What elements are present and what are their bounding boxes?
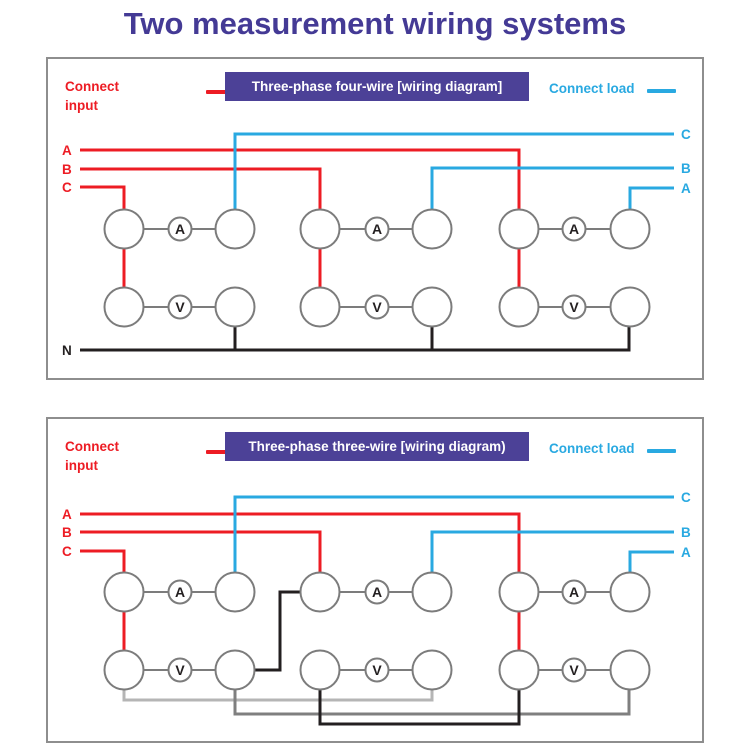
- connect-input-label: Connect input: [65, 439, 119, 473]
- panel-four-wire: [46, 57, 704, 380]
- input-wires: [80, 514, 519, 592]
- input-phase-a: A: [62, 143, 72, 158]
- panel-badge: Three-phase three-wire [wiring diagram): [225, 432, 529, 461]
- voltmeter-label: V: [372, 662, 382, 678]
- voltmeter-label: V: [372, 299, 382, 315]
- wiring-diagram-four-wire: [48, 59, 702, 378]
- load-wires: [235, 134, 674, 229]
- connect-load-label: Connect load: [549, 81, 635, 96]
- load-phase-a: A: [681, 545, 691, 560]
- load-phase-b: B: [681, 161, 691, 176]
- neutral-wire: [80, 307, 629, 350]
- ammeter-label: A: [174, 584, 186, 600]
- load-phase-c: C: [681, 127, 691, 142]
- wire-load-c: [235, 134, 674, 229]
- voltmeter-label: V: [569, 299, 579, 315]
- ammeter-label: A: [568, 221, 580, 237]
- load-phase-a: A: [681, 181, 691, 196]
- link-black-cross: [254, 592, 301, 670]
- load-phase-b: B: [681, 525, 691, 540]
- page-title: Two measurement wiring systems: [123, 6, 627, 41]
- voltmeter-label: V: [175, 662, 185, 678]
- input-wires: [80, 150, 519, 229]
- input-phase-b: B: [62, 162, 72, 177]
- load-phase-c: C: [681, 490, 691, 505]
- neutral-label: N: [62, 343, 72, 358]
- ammeter-label: A: [371, 584, 383, 600]
- connect-input-label: Connect input: [65, 79, 119, 113]
- wire-load-c: [235, 497, 674, 592]
- wire-input-a: [80, 514, 519, 592]
- input-phase-c: C: [62, 544, 72, 559]
- ammeter-label: A: [568, 584, 580, 600]
- input-phase-c: C: [62, 180, 72, 195]
- panel-badge: Three-phase four-wire [wiring diagram]: [225, 72, 529, 101]
- wiring-diagram-three-wire: [48, 419, 702, 741]
- connect-load-label: Connect load: [549, 441, 635, 456]
- wire-input-a: [80, 150, 519, 229]
- ammeter-label: A: [174, 221, 186, 237]
- phase-labels: [62, 490, 691, 560]
- input-phase-b: B: [62, 525, 72, 540]
- load-wires: [235, 497, 674, 592]
- voltmeter-label: V: [175, 299, 185, 315]
- panel-three-wire: [46, 417, 704, 743]
- phase-labels: [62, 127, 691, 358]
- input-phase-a: A: [62, 507, 72, 522]
- ammeter-label: A: [371, 221, 383, 237]
- voltmeter-label: V: [569, 662, 579, 678]
